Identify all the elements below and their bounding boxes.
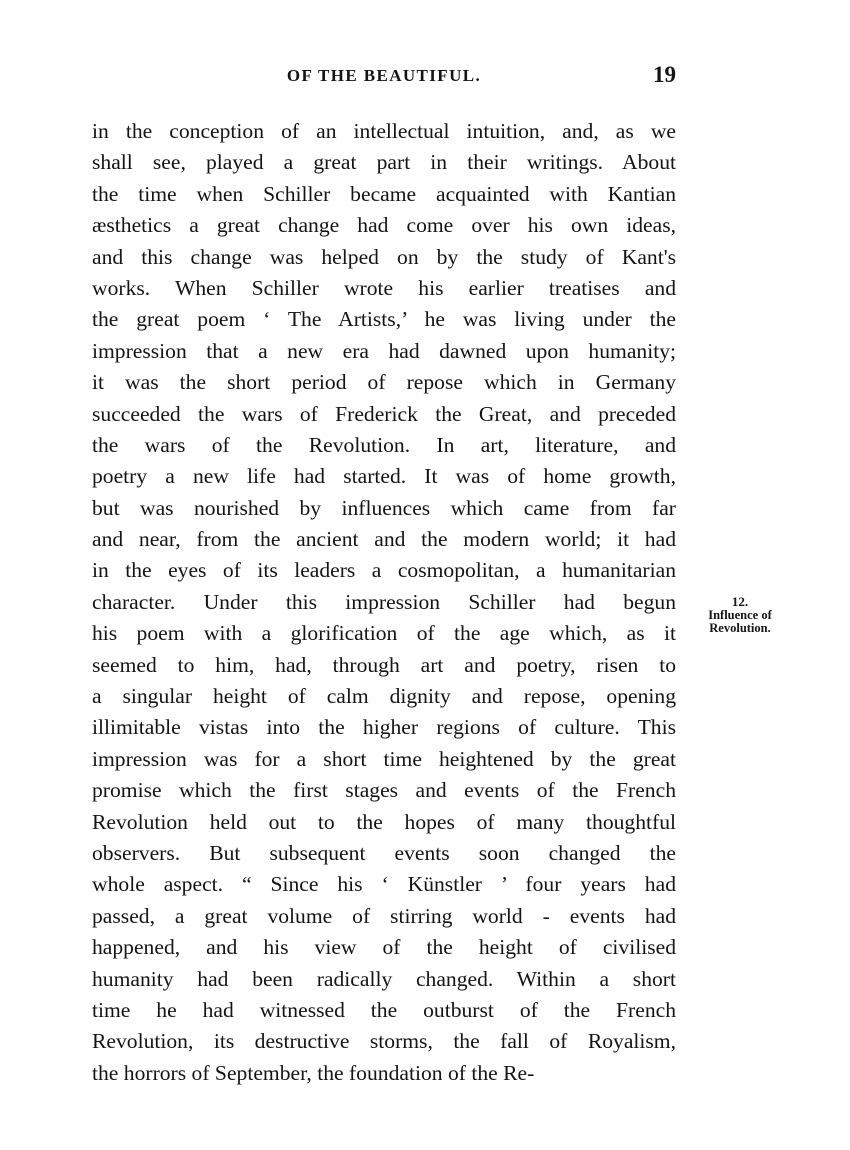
text-line: works. When Schiller wrote his earlier treatises and — [92, 275, 676, 300]
text-line: in the conception of an intellectual intuition, and, as we — [92, 119, 676, 143]
body-text — [92, 116, 676, 1089]
text-line: impression was for a short time heightened by the great — [92, 746, 676, 771]
text-line: æsthetics a great change had come over his own ideas, — [92, 213, 676, 238]
text-line: a singular height of calm dignity and repose, opening — [92, 684, 676, 709]
marginal-note-text: Influence of Revolution. — [708, 608, 772, 635]
text-line: poetry a new life had started. It was of home growth, — [92, 464, 676, 489]
text-line: observers. But subsequent events soon changed the — [92, 840, 676, 865]
text-line: passed, a great volume of stirring world - events had — [92, 903, 676, 928]
text-line: happened, and his view of the height of civilised — [92, 935, 676, 960]
text-line: time he had witnessed the outburst of the French — [92, 997, 676, 1022]
page-number: 19 — [653, 62, 676, 87]
text-line: Revolution, its destructive storms, the fall of Royalism, — [92, 1029, 676, 1054]
text-line: the wars of the Revolution. In art, literature, and — [92, 432, 676, 457]
text-line: but was nourished by influences which came from far — [92, 495, 676, 520]
text-line: character. Under this impression Schiller had begun — [92, 589, 676, 614]
running-head — [92, 62, 676, 90]
text-line: humanity had been radically changed. Within a short — [92, 966, 676, 991]
text-line: the great poem ‘ The Artists,’ he was living under the — [92, 307, 676, 332]
marginal-note — [684, 595, 796, 635]
text-line: whole aspect. “ Since his ‘ Künstler ’ four years had — [92, 872, 676, 897]
text-line: promise which the first stages and events of the French — [92, 778, 676, 803]
text-line: the horrors of September, the foundation of the Re- — [92, 1060, 535, 1085]
text-line: it was the short period of repose which in Germany — [92, 370, 676, 395]
text-line: and near, from the ancient and the modern world; it had — [92, 527, 676, 552]
text-line: shall see, played a great part in their writings. About — [92, 150, 676, 175]
text-line: in the eyes of its leaders a cosmopolitan, a humanitarian — [92, 558, 676, 583]
text-line: Revolution held out to the hopes of many thoughtful — [92, 809, 676, 834]
text-line: his poem with a glorification of the age which, as it — [92, 621, 676, 646]
running-title: OF THE BEAUTIFUL. — [286, 66, 482, 85]
text-line: seemed to him, had, through art and poetry, risen to — [92, 652, 676, 677]
text-line: impression that a new era had dawned upon humanity; — [92, 338, 676, 363]
text-line: and this change was helped on by the study of Kant's — [92, 244, 676, 269]
text-line: succeeded the wars of Frederick the Great, and preceded — [92, 401, 676, 426]
text-line: the time when Schiller became acquainted with Kantian — [92, 181, 676, 206]
marginal-note-number: 12. — [731, 594, 749, 609]
text-line: illimitable vistas into the higher regions of culture. This — [92, 715, 676, 740]
